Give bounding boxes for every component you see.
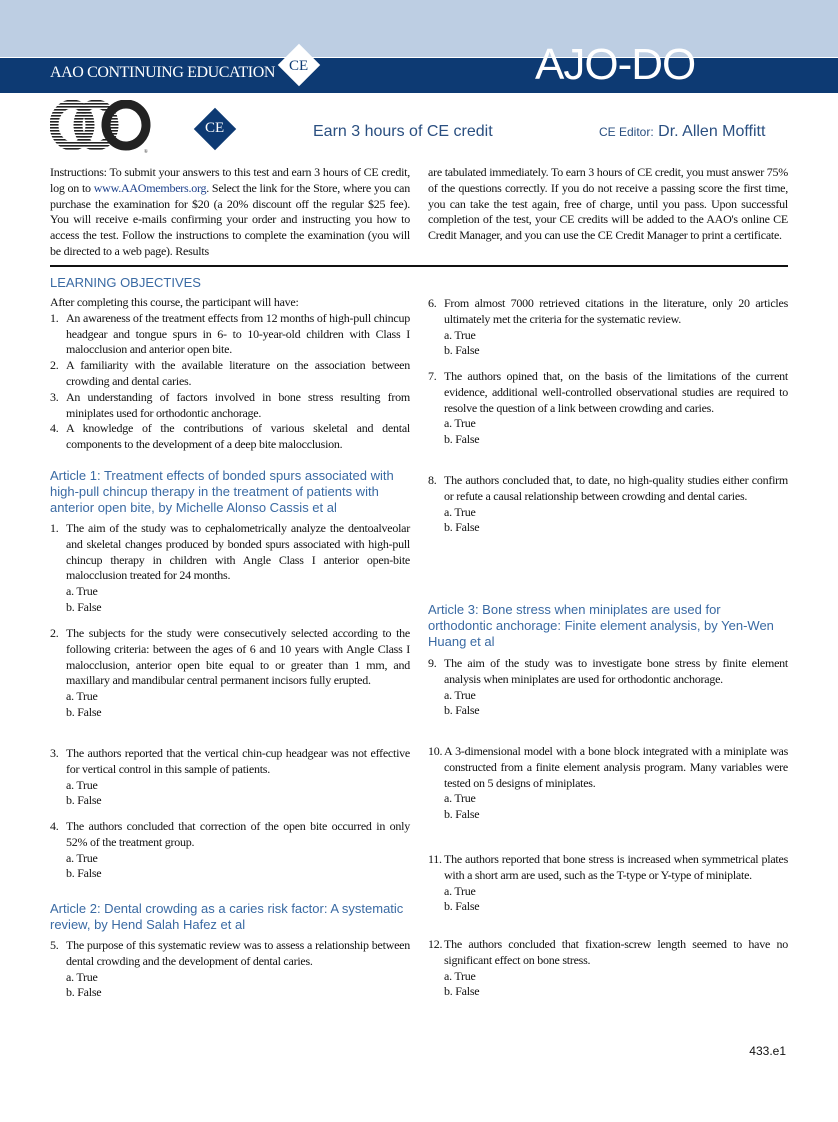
option-false[interactable]: b. False: [444, 432, 480, 447]
objective-text: An awareness of the treatment effects from 12 months of high-pull chincup headgear and tongue spurs in 6- to 10-year-old children with Class I malocclusion and anterior open bite.: [66, 310, 410, 357]
aao-members-link[interactable]: www.AAOmembers.org: [93, 180, 207, 195]
question-10: [428, 744, 788, 823]
question-text: The aim of the study was to investigate bone stress by finite element analysis when miniplates are used for orthodontic anchorage.: [444, 656, 788, 686]
question-stem: [50, 819, 410, 851]
question-5: [50, 938, 410, 1001]
ce-logo-text: CE: [289, 58, 309, 74]
question-number: 11.: [428, 852, 442, 866]
option-true[interactable]: a. True: [66, 777, 98, 792]
option-true[interactable]: a. True: [66, 969, 98, 984]
question-stem: [428, 656, 788, 688]
question-stem: [50, 521, 410, 584]
question-12: [428, 937, 788, 1000]
question-number: 12.: [428, 937, 443, 951]
option-true[interactable]: a. True: [444, 791, 476, 806]
instructions-text: Instructions: To submit your answers to this test and earn 3 hours of CE credit, log on to: [50, 165, 410, 195]
question-stem: [428, 473, 788, 505]
option-true[interactable]: a. True: [444, 327, 476, 342]
header-band: [0, 0, 838, 57]
option-false[interactable]: b. False: [66, 866, 102, 881]
question-text: The authors concluded that correction of the open bite occurred in only 52% of the treatment group.: [66, 819, 410, 849]
earn-credit-text: Earn 3 hours of CE credit: [313, 123, 493, 140]
article-1-heading: Article 1: Treatment effects of bonded spurs associated with high-pull chincup therapy in the treatment of patients with anterior open bite, by Michelle Alonso Cassis et al: [50, 468, 394, 515]
question-text: The aim of the study was to cephalometrically analyze the dentoalveolar and skeletal changes produced by bonded spurs associated with high-pull chincup therapy in children with Angle Class I anterior open-bite malocclusion treated for 24 months.: [66, 521, 410, 583]
objective-number: 3.: [50, 389, 59, 404]
question-number: 2.: [50, 626, 59, 640]
question-number: 1.: [50, 521, 59, 535]
question-text: The authors reported that bone stress is increased when symmetrical plates with a short arm are used, such as the T-type or Y-type of miniplate.: [444, 852, 788, 882]
question-text: The authors reported that the vertical chin-cup headgear was not effective for vertical control in this sample of patients.: [66, 746, 410, 776]
question-stem: [428, 744, 788, 791]
ce-editor: [599, 123, 765, 141]
objective-text: A knowledge of the contributions of various skeletal and dental components to the development of a deep bite malocclusion.: [66, 421, 410, 452]
aao-rings-logo: [50, 100, 160, 156]
objective-text: A familiarity with the available literature on the association between crowding and dental caries.: [66, 358, 410, 388]
question-number: 10.: [428, 744, 443, 758]
option-true[interactable]: a. True: [66, 584, 98, 599]
option-false[interactable]: b. False: [66, 985, 102, 1000]
option-false[interactable]: b. False: [66, 793, 102, 808]
option-true[interactable]: a. True: [444, 687, 476, 702]
page-number: 433.e1: [749, 1044, 786, 1058]
option-true[interactable]: a. True: [444, 883, 476, 898]
svg-text:®: ®: [144, 150, 148, 155]
option-false[interactable]: b. False: [444, 807, 480, 822]
option-true[interactable]: a. True: [444, 504, 476, 519]
question-text: The purpose of this systematic review was to assess a relationship between dental crowding and the development of dental caries.: [66, 938, 410, 968]
question-2: [50, 626, 410, 721]
question-8: [428, 473, 788, 536]
question-number: 6.: [428, 296, 437, 310]
question-1: [50, 521, 410, 616]
option-true[interactable]: a. True: [66, 850, 98, 865]
journal-logo: AJO-DO: [535, 40, 696, 89]
option-false[interactable]: b. False: [66, 599, 102, 614]
divider: [50, 265, 788, 267]
question-text: A 3-dimensional model with a bone block integrated with a miniplate was constructed from a finite element analysis program. Many variables were tested on 5 designs of miniplates.: [444, 744, 788, 790]
question-text: The authors concluded that, to date, no high-quality studies either confirm or refute a causal relationship between crowding and dental caries.: [444, 473, 788, 503]
question-text: The authors opined that, on the basis of the limitations of the current evidence, additional well-controlled observational studies are required to resolve the question of a link between crowding and caries.: [444, 369, 788, 415]
question-stem: [50, 626, 410, 689]
question-text: The subjects for the study were consecutively selected according to the following criteria: between the ages of 6 and 10 years with Angle Class I malocclusion, anterior open bite equal to or greater than 1 mm, and maxillary and mandibular central permanent incisors fully erupted.: [66, 626, 410, 688]
option-false[interactable]: b. False: [444, 899, 480, 914]
option-false[interactable]: b. False: [444, 984, 480, 999]
option-true[interactable]: a. True: [66, 689, 98, 704]
question-text: From almost 7000 retrieved citations in the literature, only 20 articles ultimately met the criteria for the systematic review.: [444, 296, 788, 326]
editor-label: CE Editor:: [599, 125, 654, 139]
objectives-intro: After completing this course, the participant will have:: [50, 295, 299, 309]
question-stem: [50, 746, 410, 778]
article-2-heading: Article 2: Dental crowding as a caries risk factor: A systematic review, by Hend Salah Hafez et al: [50, 901, 404, 932]
question-9: [428, 656, 788, 719]
learning-objectives-heading: LEARNING OBJECTIVES: [50, 275, 201, 290]
objective-text: An understanding of factors involved in bone stress resulting from miniplates used for orthodontic anchorage.: [66, 389, 410, 420]
question-stem: [428, 852, 788, 884]
question-text: The authors concluded that fixation-screw length seemed to have no significant effect on bone stress.: [444, 937, 788, 967]
question-7: [428, 369, 788, 448]
question-number: 7.: [428, 369, 437, 383]
question-3: [50, 746, 410, 809]
objective-item: [50, 311, 410, 358]
option-false[interactable]: b. False: [444, 343, 480, 358]
learning-objectives: [50, 295, 410, 453]
option-false[interactable]: b. False: [444, 520, 480, 535]
article-3-heading: Article 3: Bone stress when miniplates are used for orthodontic anchorage: Finite element analysis, by Yen-Wen Huang et al: [428, 602, 774, 649]
question-number: 3.: [50, 746, 59, 760]
question-number: 8.: [428, 473, 437, 487]
instructions-right: are tabulated immediately. To earn 3 hours of CE credit, you must answer 75% of the questions correctly. If you do not receive a passing score the first time, you can take the test again, free of charge, until you pass. Upon successful completion of the test, your CE credits will be added to the AAO's online CE Credit Manager, and you can use the CE Credit Manager to print a certificate.: [428, 165, 788, 243]
question-number: 4.: [50, 819, 59, 833]
objective-item: [50, 421, 410, 453]
objective-number: 2.: [50, 358, 59, 373]
instructions-left: [50, 165, 410, 260]
option-true[interactable]: a. True: [444, 416, 476, 431]
question-11: [428, 852, 788, 915]
option-false[interactable]: b. False: [66, 704, 102, 719]
instructions-text: . Select the link for the Store, where you can purchase the examination for $20 (a 20% discount off the regular $25 fee). You will receive e-mails confirming your order and instructing you how to access the test. Follow the instructions to complete the examination (you will be directed to a web page). Results: [50, 180, 410, 258]
option-false[interactable]: b. False: [444, 703, 480, 718]
objective-item: [50, 358, 410, 390]
question-6: [428, 296, 788, 359]
option-true[interactable]: a. True: [444, 968, 476, 983]
objective-item: [50, 390, 410, 422]
question-stem: [50, 938, 410, 970]
question-number: 5.: [50, 938, 59, 952]
question-stem: [428, 369, 788, 416]
objective-number: 1.: [50, 310, 59, 325]
question-4: [50, 819, 410, 882]
objective-number: 4.: [50, 421, 59, 436]
question-number: 9.: [428, 656, 437, 670]
editor-name: Dr. Allen Moffitt: [658, 123, 766, 140]
question-stem: [428, 296, 788, 328]
ce-icon-text: CE: [205, 120, 225, 136]
aao-ce-title: AAO CONTINUING EDUCATION: [50, 64, 276, 81]
question-stem: [428, 937, 788, 969]
